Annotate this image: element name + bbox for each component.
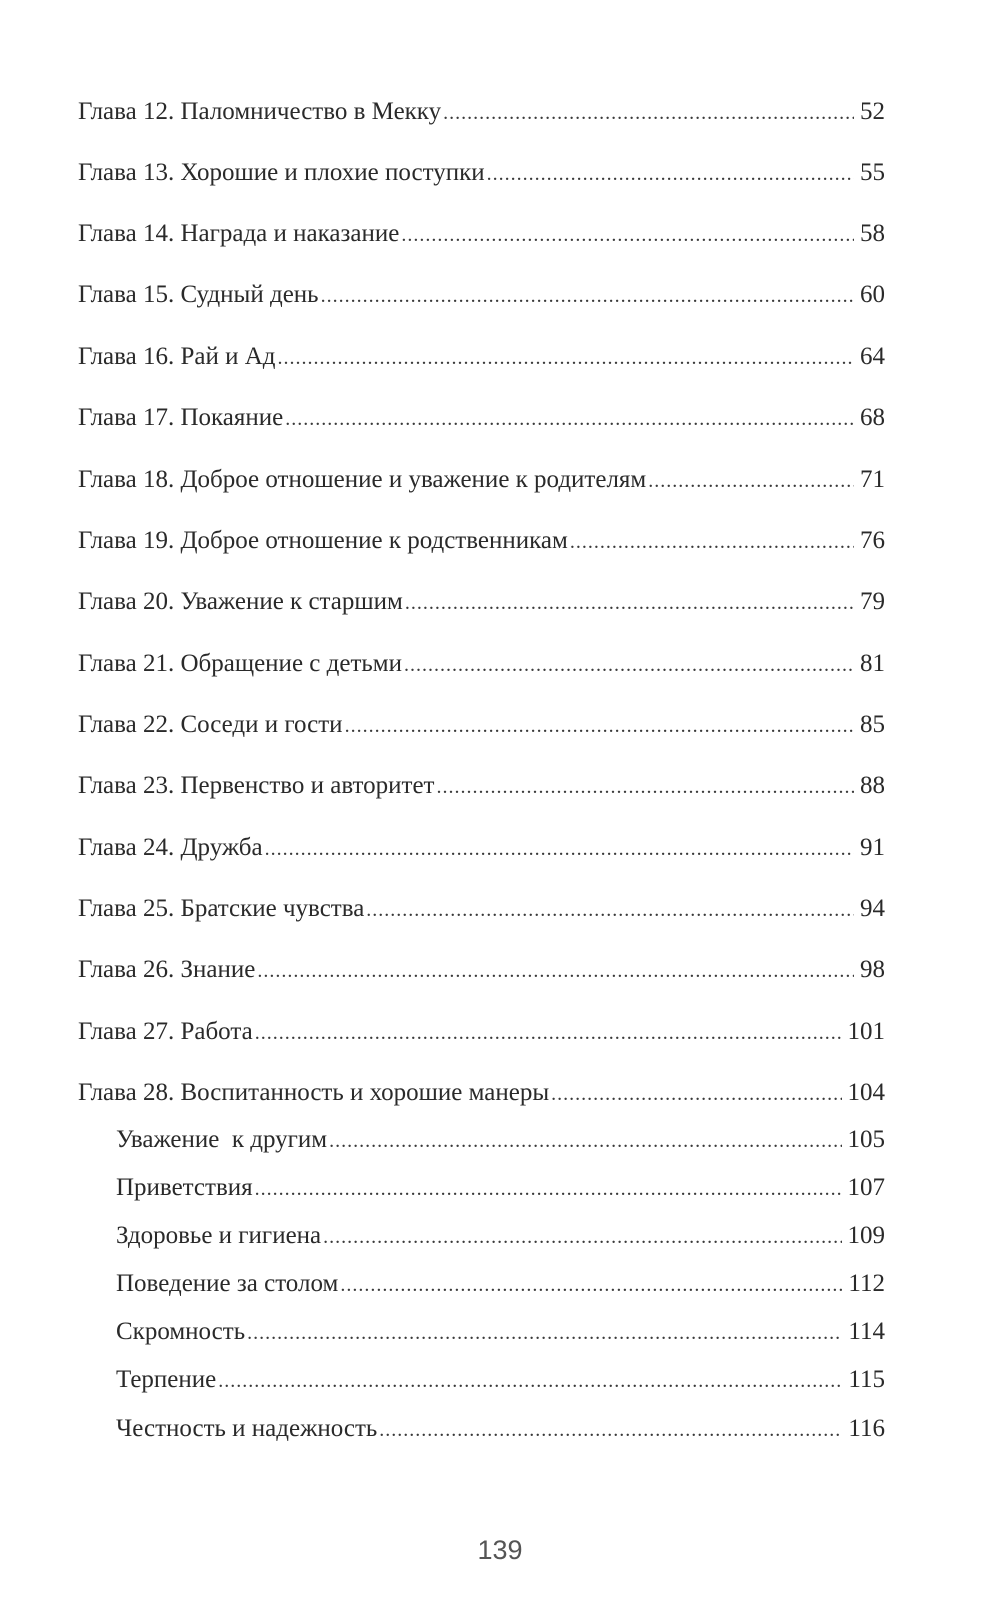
dot-leader xyxy=(265,833,854,865)
toc-entry-chapter-26 xyxy=(78,954,885,987)
toc-entry-page: 64 xyxy=(860,343,885,370)
toc-entry-page: 55 xyxy=(860,159,885,186)
toc-entry-title: Поведение за столом xyxy=(116,1270,339,1297)
toc-entry-chapter-22 xyxy=(78,709,885,742)
dot-leader xyxy=(648,465,854,497)
dot-leader xyxy=(366,894,854,926)
dot-leader xyxy=(379,1414,842,1446)
dot-leader xyxy=(405,587,854,619)
toc-entry-chapter-25 xyxy=(78,893,885,926)
toc-entry-title: Глава 22. Соседи и гости xyxy=(78,711,343,738)
toc-entry-title: Глава 23. Первенство и авторитет xyxy=(78,772,435,799)
toc-entry-chapter-23 xyxy=(78,770,885,803)
dot-leader xyxy=(404,649,854,681)
toc-entry-title: Приветствия xyxy=(116,1174,253,1201)
toc-entry-chapter-20 xyxy=(78,586,885,619)
dot-leader xyxy=(401,219,854,251)
toc-entry-subsection xyxy=(116,1364,885,1397)
toc-entry-subsection xyxy=(116,1124,885,1157)
toc-entry-title: Глава 18. Доброе отношение и уважение к родителям xyxy=(78,466,647,493)
dot-leader xyxy=(487,158,854,190)
toc-entry-title: Глава 13. Хорошие и плохие поступки xyxy=(78,159,485,186)
toc-entry-title: Терпение xyxy=(116,1366,217,1393)
toc-entry-page: 109 xyxy=(847,1222,885,1249)
toc-entry-page: 114 xyxy=(848,1318,885,1345)
dot-leader xyxy=(278,342,855,374)
toc-entry-chapter-14 xyxy=(78,218,885,251)
toc-entry-page: 52 xyxy=(860,98,885,125)
toc-entry-title: Глава 26. Знание xyxy=(78,956,256,983)
toc-entry-title: Глава 12. Паломничество в Мекку xyxy=(78,98,442,125)
dot-leader xyxy=(443,97,854,129)
page-number: 139 xyxy=(477,1535,523,1565)
dot-leader xyxy=(218,1365,842,1397)
toc-entry-title: Глава 28. Воспитанность и хорошие манеры xyxy=(78,1079,550,1106)
dot-leader xyxy=(257,955,854,987)
toc-entry-chapter-15 xyxy=(78,279,885,312)
toc-entry-subsection xyxy=(116,1172,885,1205)
toc-entry-page: 85 xyxy=(860,711,885,738)
toc-entry-page: 115 xyxy=(848,1366,885,1393)
toc-entry-chapter-13 xyxy=(78,157,885,190)
dot-leader xyxy=(247,1317,842,1349)
toc-entry-title: Глава 17. Покаяние xyxy=(78,404,284,431)
toc-entry-page: 79 xyxy=(860,588,885,615)
toc-entry-page: 60 xyxy=(860,281,885,308)
toc-entry-title: Честность и надежность xyxy=(116,1415,378,1442)
toc-entry-chapter-19 xyxy=(78,525,885,558)
dot-leader xyxy=(570,526,854,558)
toc-entry-chapter-16 xyxy=(78,341,885,374)
dot-leader xyxy=(285,403,854,435)
toc-entry-title: Глава 27. Работа xyxy=(78,1018,253,1045)
toc-entry-chapter-18 xyxy=(78,464,885,497)
toc-entry-page: 76 xyxy=(860,527,885,554)
toc-entry-subsection xyxy=(116,1268,885,1301)
toc-entry-page: 104 xyxy=(847,1079,885,1106)
toc-entry-subsection xyxy=(116,1316,885,1349)
toc-entry-subsection xyxy=(116,1220,885,1253)
toc-entry-page: 81 xyxy=(860,650,885,677)
toc-entry-page: 68 xyxy=(860,404,885,431)
toc-entry-page: 105 xyxy=(847,1126,885,1153)
toc-entry-page: 98 xyxy=(860,956,885,983)
toc-entry-chapter-12 xyxy=(78,96,885,129)
toc-entry-subsection xyxy=(116,1413,885,1446)
toc-entry-page: 94 xyxy=(860,895,885,922)
toc-entry-chapter-27 xyxy=(78,1016,885,1049)
dot-leader xyxy=(255,1017,842,1049)
toc-entry-title: Глава 19. Доброе отношение к родственникам xyxy=(78,527,568,554)
toc-entry-chapter-24 xyxy=(78,832,885,865)
toc-entry-page: 112 xyxy=(848,1270,885,1297)
toc-entry-title: Глава 24. Дружба xyxy=(78,834,263,861)
toc-entry-chapter-21 xyxy=(78,648,885,681)
dot-leader xyxy=(321,280,854,312)
toc-entry-title: Уважение к другим xyxy=(116,1126,328,1153)
toc-entry-title: Глава 20. Уважение к старшим xyxy=(78,588,403,615)
toc-entry-title: Глава 25. Братские чувства xyxy=(78,895,365,922)
dot-leader xyxy=(436,771,854,803)
toc-entry-page: 116 xyxy=(848,1415,885,1442)
dot-leader xyxy=(340,1269,842,1301)
toc-entry-chapter-17 xyxy=(78,402,885,435)
dot-leader xyxy=(329,1125,841,1157)
toc-entry-title: Скромность xyxy=(116,1318,246,1345)
dot-leader xyxy=(323,1221,841,1253)
toc-entry-page: 88 xyxy=(860,772,885,799)
dot-leader xyxy=(345,710,854,742)
dot-leader xyxy=(255,1173,842,1205)
dot-leader xyxy=(551,1078,841,1110)
toc-entry-title: Глава 15. Судный день xyxy=(78,281,319,308)
toc-entry-page: 107 xyxy=(847,1174,885,1201)
toc-entry-title: Глава 16. Рай и Ад xyxy=(78,343,276,370)
toc-entry-chapter-28 xyxy=(78,1077,885,1110)
toc-entry-title: Здоровье и гигиена xyxy=(116,1222,322,1249)
toc-entry-title: Глава 14. Награда и наказание xyxy=(78,220,400,247)
toc-entry-page: 91 xyxy=(860,834,885,861)
toc-entry-title: Глава 21. Обращение с детьми xyxy=(78,650,402,677)
toc-entry-page: 58 xyxy=(860,220,885,247)
toc-entry-page: 71 xyxy=(860,466,885,493)
toc-entry-page: 101 xyxy=(847,1018,885,1045)
